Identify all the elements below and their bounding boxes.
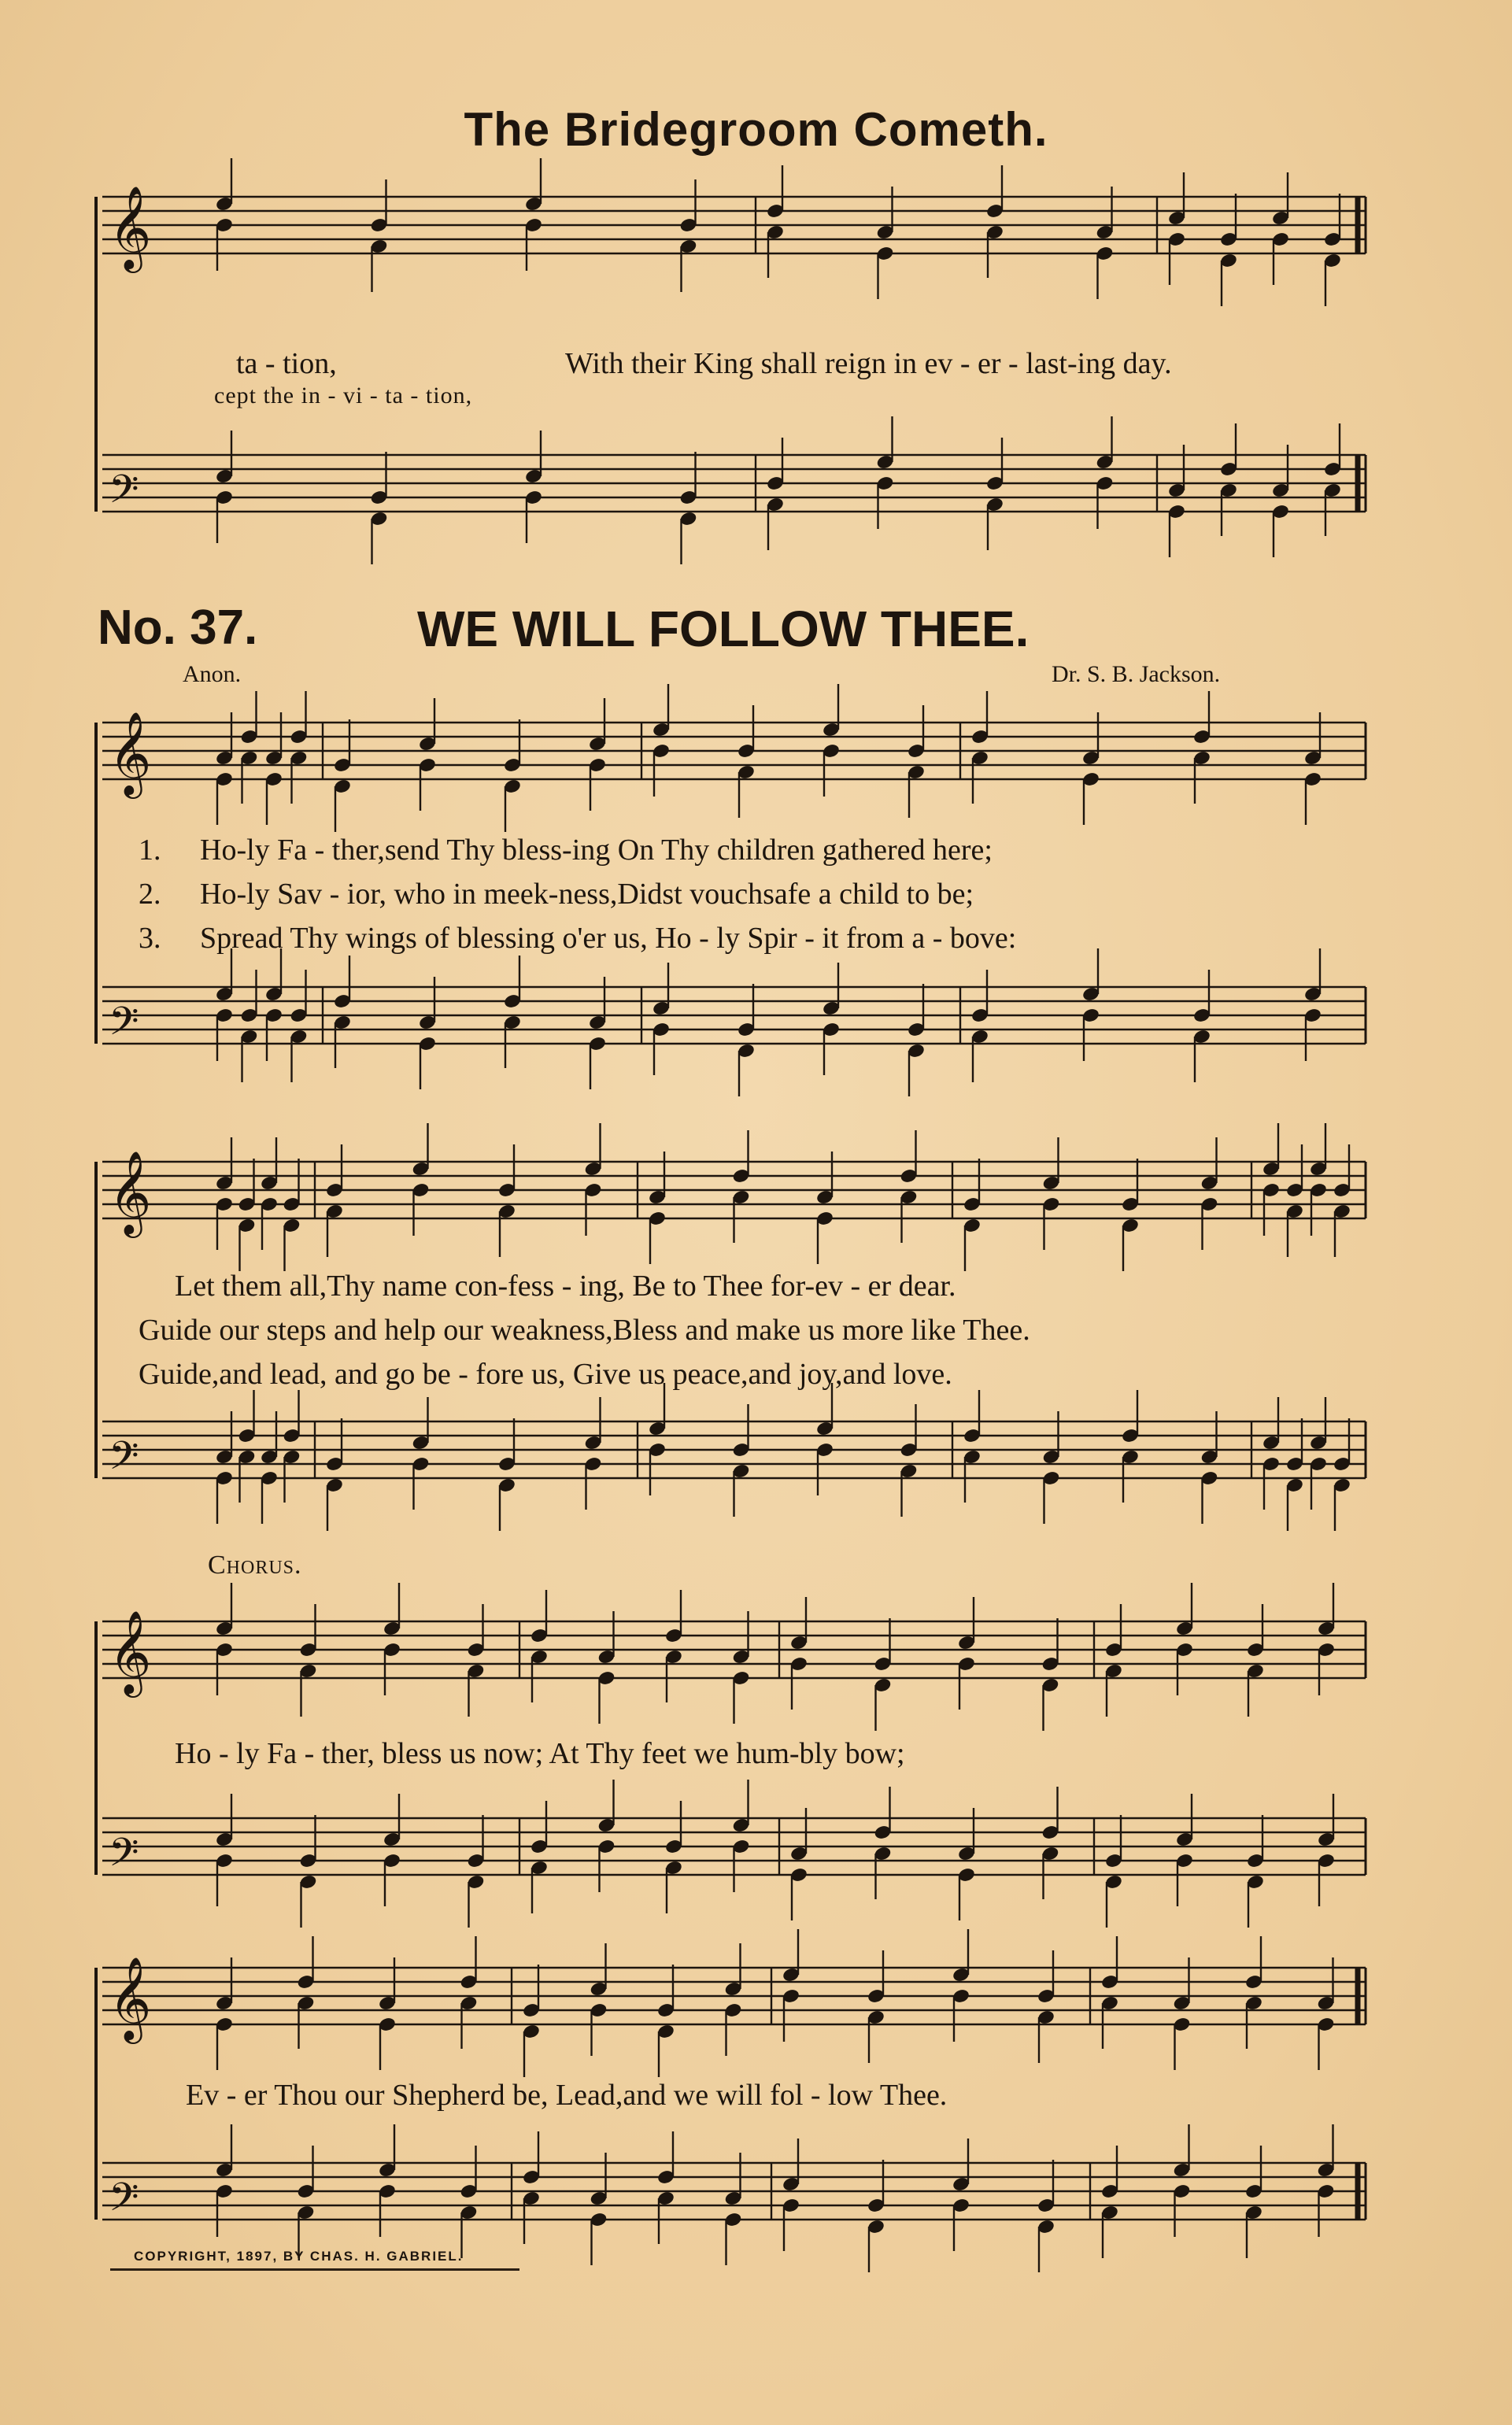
verse-3-line-2: Guide,and lead, and go be - fore us, Give us peace,and joy,and love. xyxy=(139,1358,952,1391)
verse-number-2: 2. xyxy=(139,878,161,911)
chorus-line-1: Ho - ly Fa - ther, bless us now; At Thy feet we hum-bly bow; xyxy=(175,1737,905,1770)
treble-clef: 𝄞 xyxy=(109,185,152,269)
treble-clef: 𝄞 xyxy=(109,1956,152,2040)
words-credit: Anon. xyxy=(183,661,242,687)
verse-number-3: 3. xyxy=(139,922,161,955)
previous-lyric-line-3: cept the in - vi - ta - tion, xyxy=(214,383,473,408)
treble-clef: 𝄞 xyxy=(109,1150,152,1234)
verse-number-1: 1. xyxy=(139,834,161,867)
verse-2-line-1: Ho-ly Sav - ior, who in meek-ness,Didst vouchsafe a child to be; xyxy=(200,878,974,911)
music-credit: Dr. S. B. Jackson. xyxy=(1052,661,1221,687)
previous-lyric-line-2: With their King shall reign in ev - er - last-ing day. xyxy=(565,347,1172,380)
copyright-notice: COPYRIGHT, 1897, BY CHAS. H. GABRIEL. xyxy=(134,2249,464,2264)
previous-lyric-line-1: ta - tion, xyxy=(236,347,337,380)
treble-clef: 𝄞 xyxy=(109,711,152,795)
bass-clef: 𝄢 xyxy=(109,467,139,522)
hymn-title: WE WILL FOLLOW THEE. xyxy=(417,601,1030,657)
verse-1-line-2: Let them all,Thy name con-fess - ing, Be to Thee for-ev - er dear. xyxy=(175,1270,956,1303)
chorus-label: Chorus. xyxy=(208,1551,302,1580)
previous-hymn-title: The Bridegroom Cometh. xyxy=(464,103,1048,156)
chorus-line-2: Ev - er Thou our Shepherd be, Lead,and we will fol - low Thee. xyxy=(186,2079,948,2112)
copyright-rule xyxy=(110,2268,519,2271)
verse-2-line-2: Guide our steps and help our weakness,Bless and make us more like Thee. xyxy=(139,1314,1030,1347)
hymn-number: No. 37. xyxy=(98,601,258,655)
verse-3-line-1: Spread Thy wings of blessing o'er us, Ho - ly Spir - it from a - bove: xyxy=(200,922,1017,955)
bass-clef: 𝄢 xyxy=(109,2175,139,2230)
bass-clef: 𝄢 xyxy=(109,1830,139,1885)
bass-clef: 𝄢 xyxy=(109,1433,139,1488)
bass-clef: 𝄢 xyxy=(109,999,139,1054)
verse-1-line-1: Ho-ly Fa - ther,send Thy bless-ing On Thy children gathered here; xyxy=(200,834,993,867)
treble-clef: 𝄞 xyxy=(109,1610,152,1694)
